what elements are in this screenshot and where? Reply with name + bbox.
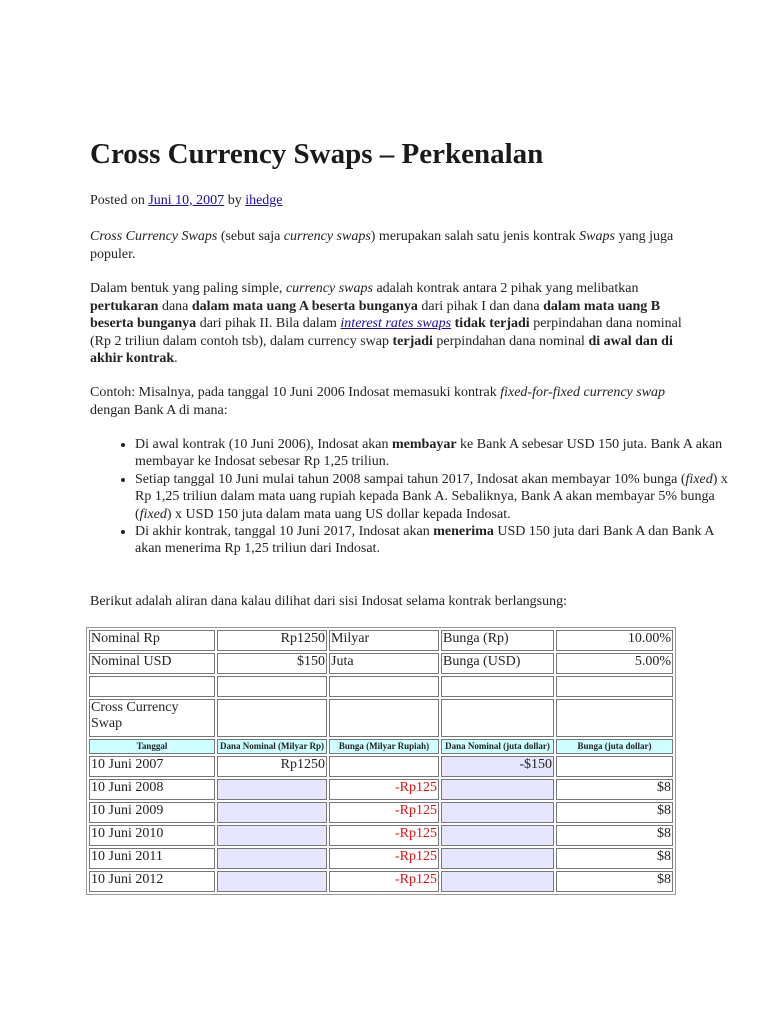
text: adalah kontrak antara 2 pihak yang melibatkan xyxy=(372,281,639,296)
date-cell: 10 Juni 2011 xyxy=(89,848,215,869)
table-row xyxy=(89,848,673,869)
nominal-rp-cell: Rp1250 xyxy=(217,756,327,777)
nominal-usd-cell xyxy=(441,871,554,892)
em-text: Cross Currency Swaps xyxy=(90,229,218,244)
text: Di awal kontrak (10 Juni 2006), Indosat akan xyxy=(135,437,392,452)
table-header-row xyxy=(89,739,673,754)
empty-cell xyxy=(89,676,215,697)
date-cell: 10 Juni 2008 xyxy=(89,779,215,800)
bunga-rp-cell xyxy=(329,756,439,777)
date-cell: 10 Juni 2007 xyxy=(89,756,215,777)
nominal-usd-cell xyxy=(441,802,554,823)
bunga-rp-cell: -Rp125 xyxy=(329,825,439,846)
table-row xyxy=(89,779,673,800)
nominal-rp-cell xyxy=(217,848,327,869)
text: dari pihak II. Bila dalam xyxy=(196,316,341,332)
section-label: Cross Currency Swap xyxy=(89,699,215,737)
author-link[interactable]: ihedge xyxy=(245,193,283,208)
nominal-usd-unit: Juta xyxy=(329,653,439,674)
bold-text: dalam mata uang B beserta bunganya xyxy=(90,298,661,332)
posted-on-label: Posted on xyxy=(90,193,145,208)
column-header: Tanggal xyxy=(89,739,215,754)
nominal-usd-value: $150 xyxy=(217,653,327,674)
bunga-rp-cell: -Rp125 xyxy=(329,779,439,800)
column-header: Bunga (Milyar Rupiah) xyxy=(329,739,439,754)
cashflow-table xyxy=(86,627,676,895)
bunga-usd-cell xyxy=(556,756,673,777)
empty-cell xyxy=(217,676,327,697)
nominal-rp-cell xyxy=(217,802,327,823)
post-meta xyxy=(90,193,283,209)
paragraph-cashflow-intro: Berikut adalah aliran dana kalau dilihat dari sisi Indosat selama kontrak berlangsung: xyxy=(90,594,568,609)
text: Dalam bentuk yang paling simple, xyxy=(90,281,286,296)
bunga-usd-value: 5.00% xyxy=(556,653,673,674)
nominal-usd-cell xyxy=(441,825,554,846)
text: perpindahan dana nominal xyxy=(432,333,589,349)
text: yang juga populer. xyxy=(90,229,674,262)
list-item xyxy=(135,523,731,558)
nominal-usd-cell: -$150 xyxy=(441,756,554,777)
text: . xyxy=(174,351,178,367)
text: (sebut saja xyxy=(217,229,284,244)
em-text: fixed xyxy=(139,506,167,522)
table-row-empty xyxy=(89,676,673,697)
list-item xyxy=(135,471,731,523)
column-header: Bunga (juta dollar) xyxy=(556,739,673,754)
bunga-rp-cell: -Rp125 xyxy=(329,802,439,823)
table-row xyxy=(89,699,673,737)
nominal-rp-value: Rp1250 xyxy=(217,630,327,651)
bold-text: di awal dan di akhir kontrak xyxy=(90,333,673,367)
table-row xyxy=(89,756,673,777)
bunga-rp-cell: -Rp125 xyxy=(329,848,439,869)
text: ke Bank A sebesar USD 150 juta. Bank A akan membayar ke Indosat sebesar Rp 1,25 triliun. xyxy=(135,437,723,470)
bold-text: terjadi xyxy=(392,333,433,349)
bunga-usd-cell: $8 xyxy=(556,779,673,800)
date-cell: 10 Juni 2012 xyxy=(89,871,215,892)
table-row xyxy=(89,630,673,651)
em-text: Swaps xyxy=(579,229,615,244)
interest-rate-swaps-link[interactable]: interest rates swaps xyxy=(340,316,452,332)
post-date-link[interactable]: Juni 10, 2007 xyxy=(148,193,225,208)
empty-cell xyxy=(329,676,439,697)
text: Setiap tanggal 10 Juni mulai tahun 2008 sampai tahun 2017, Indosat akan membayar 10% bunga ( xyxy=(135,471,686,487)
paragraph-intro xyxy=(90,228,686,263)
text: dari pihak I dan dana xyxy=(417,298,544,314)
nominal-usd-label: Nominal USD xyxy=(89,653,215,674)
bunga-rp-value: 10.00% xyxy=(556,630,673,651)
paragraph-example xyxy=(90,384,686,419)
column-header: Dana Nominal (juta dollar) xyxy=(441,739,554,754)
text: perpindahan dana nominal (Rp 2 triliun dalam contoh tsb), dalam currency swap xyxy=(90,316,682,349)
bold-text: tidak terjadi xyxy=(454,316,530,332)
bunga-rp-label: Bunga (Rp) xyxy=(441,630,554,651)
text: Di akhir kontrak, tanggal 10 Juni 2017, Indosat akan xyxy=(135,524,434,540)
text: ) merupakan salah satu jenis kontrak xyxy=(370,229,580,244)
nominal-rp-label: Nominal Rp xyxy=(89,630,215,651)
list-item xyxy=(135,436,731,471)
post-title: Cross Currency Swaps – Perkenalan xyxy=(90,138,544,170)
bunga-usd-cell: $8 xyxy=(556,802,673,823)
date-cell: 10 Juni 2009 xyxy=(89,802,215,823)
text: ) x USD 150 juta dalam mata uang US dollar kepada Indosat. xyxy=(166,506,511,522)
by-label: by xyxy=(227,193,242,208)
date-cell: 10 Juni 2010 xyxy=(89,825,215,846)
em-text: currency swaps xyxy=(283,229,371,244)
text: dengan Bank A di mana: xyxy=(90,402,228,418)
empty-cell xyxy=(556,699,673,737)
em-text: currency swaps xyxy=(285,281,373,296)
nominal-rp-cell xyxy=(217,779,327,800)
paragraph-definition xyxy=(90,280,686,368)
bunga-usd-label: Bunga (USD) xyxy=(441,653,554,674)
table-row xyxy=(89,825,673,846)
column-header: Dana Nominal (Milyar Rp) xyxy=(217,739,327,754)
em-text: fixed xyxy=(685,471,713,487)
nominal-usd-cell xyxy=(441,848,554,869)
text: Contoh: Misalnya, pada tanggal 10 Juni 2006 Indosat memasuki kontrak xyxy=(90,385,501,400)
bunga-usd-cell: $8 xyxy=(556,848,673,869)
empty-cell xyxy=(556,676,673,697)
em-text: fixed-for-fixed currency swap xyxy=(500,385,666,400)
text: USD 150 juta dari Bank A dan Bank A akan menerima Rp 1,25 triliun dari Indosat. xyxy=(135,524,714,557)
nominal-usd-cell xyxy=(441,779,554,800)
bunga-usd-cell: $8 xyxy=(556,871,673,892)
bunga-rp-cell: -Rp125 xyxy=(329,871,439,892)
empty-cell xyxy=(329,699,439,737)
table-row xyxy=(89,802,673,823)
nominal-rp-cell xyxy=(217,871,327,892)
bunga-usd-cell: $8 xyxy=(556,825,673,846)
nominal-rp-unit: Milyar xyxy=(329,630,439,651)
contract-terms-list xyxy=(90,436,731,558)
bold-text: pertukaran xyxy=(90,298,159,314)
empty-cell xyxy=(217,699,327,737)
bold-text: dalam mata uang A beserta bunganya xyxy=(191,298,418,314)
text: ) x Rp 1,25 triliun dalam mata uang rupiah kepada Bank A. Sebaliknya, Bank A akan membayar 5% bunga ( xyxy=(135,471,728,522)
empty-cell xyxy=(441,699,554,737)
table-row xyxy=(89,871,673,892)
nominal-rp-cell xyxy=(217,825,327,846)
bold-text: menerima xyxy=(433,524,494,540)
table-row xyxy=(89,653,673,674)
bold-text: membayar xyxy=(392,437,457,452)
empty-cell xyxy=(441,676,554,697)
text: dana xyxy=(158,298,192,314)
